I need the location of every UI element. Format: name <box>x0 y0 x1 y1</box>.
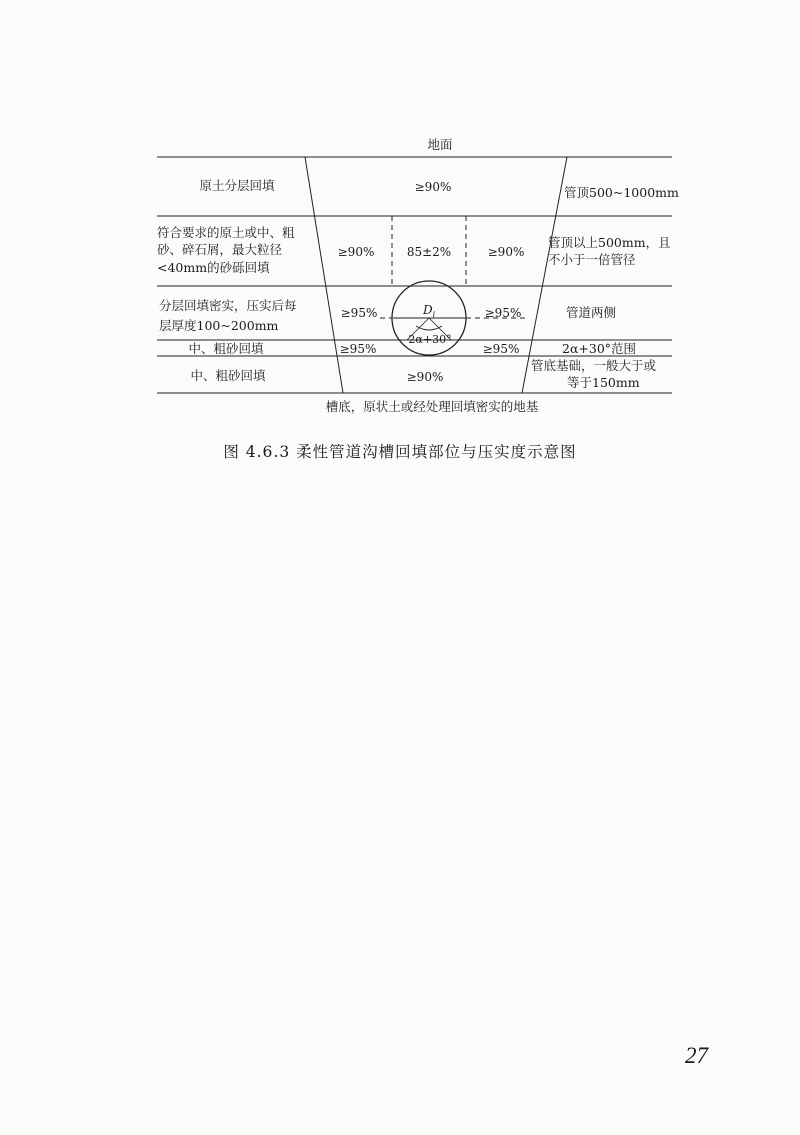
left-label-row2-line2: 砂、碎石屑，最大粒径 <box>157 242 283 257</box>
left-label-row1: 原土分层回填 <box>199 178 275 193</box>
pipe-diameter-label: $D_i$ <box>423 303 436 319</box>
right-label-row2-line2: 不小于一倍管径 <box>548 252 636 267</box>
compaction-row1: ≥90% <box>414 180 452 194</box>
left-label-row3-line2: 层厚度100~200mm <box>159 318 279 333</box>
trench-wall-left <box>305 157 343 393</box>
left-label-row4: 中、粗砂回填 <box>188 341 264 356</box>
right-label-row1: 管顶500~1000mm <box>564 185 679 200</box>
compaction-row2-mid: 85±2% <box>406 245 452 259</box>
left-label-row2-line1: 符合要求的原土或中、粗 <box>157 225 295 240</box>
right-label-row3: 管道两侧 <box>566 305 617 320</box>
compaction-row4-right: ≥95% <box>482 342 520 356</box>
compaction-row3-left: ≥95% <box>340 306 378 320</box>
page-number: 27 <box>685 1043 708 1068</box>
left-label-row3-line1: 分层回填密实，压实后每 <box>159 298 297 313</box>
right-label-row4: 2α+30°范围 <box>562 341 637 356</box>
right-label-row5-line1: 管底基础，一般大于或 <box>531 358 657 373</box>
trench-bottom-label: 槽底，原状土或经处理回填密实的地基 <box>325 399 539 414</box>
right-label-row2-line1: 管顶以上500mm，且 <box>548 235 671 250</box>
left-label-row2-line3: <40mm的砂砾回填 <box>157 260 270 275</box>
left-label-row5: 中、粗砂回填 <box>190 368 266 383</box>
ground-label: 地面 <box>427 137 453 152</box>
compaction-row3-right: ≥95% <box>484 306 522 320</box>
pipe-angle-label: 2α+30° <box>408 333 452 346</box>
right-label-row5-line2: 等于150mm <box>567 375 640 390</box>
trench-backfill-diagram <box>0 0 800 430</box>
figure-caption: 图 4.6.3 柔性管道沟槽回填部位与压实度示意图 <box>223 443 577 461</box>
compaction-row2-right: ≥90% <box>487 245 525 259</box>
compaction-row4-left: ≥95% <box>339 342 377 356</box>
compaction-row2-left: ≥90% <box>337 245 375 259</box>
compaction-row5: ≥90% <box>406 370 444 384</box>
